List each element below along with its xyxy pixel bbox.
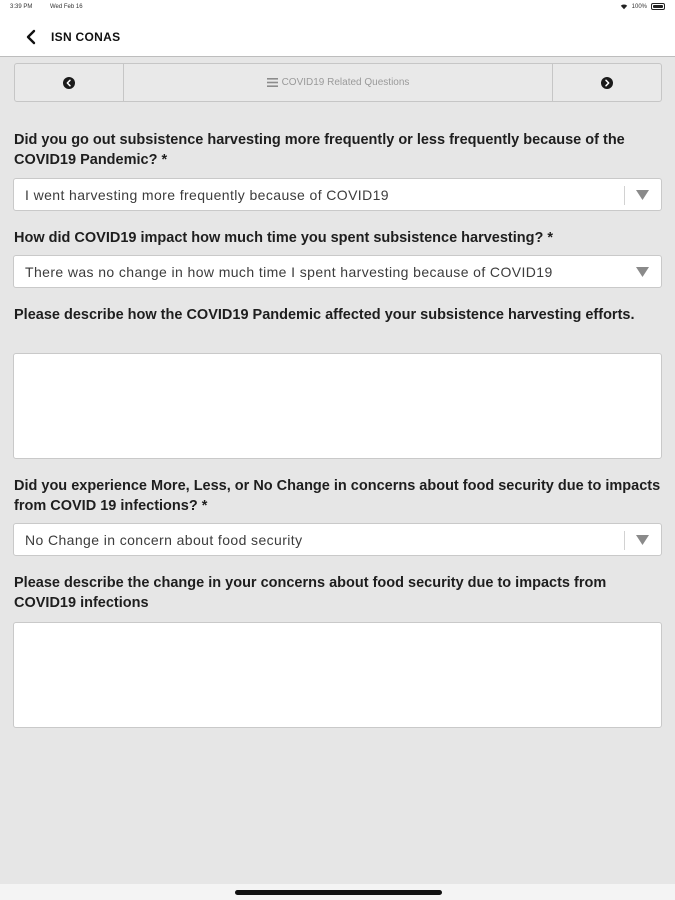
question-food-security-concern: Did you experience More, Less, or No Change in concerns about food security due to impacts from COVID 19 infections? *: [14, 478, 661, 514]
question-harvest-frequency: Did you go out subsistence harvesting more frequently or less frequently because of the COVID19 Pandemic? *: [14, 132, 625, 168]
food-security-concern-select[interactable]: [13, 523, 662, 556]
home-indicator[interactable]: [235, 890, 442, 895]
select-divider: [624, 186, 625, 205]
question-harvest-time: How did COVID19 impact how much time you spent subsistence harvesting? *: [14, 230, 554, 246]
dropdown-arrow-icon: [636, 534, 649, 546]
wifi-icon: [620, 3, 628, 10]
status-date: Wed Feb 16: [50, 4, 83, 10]
status-right: [620, 3, 665, 10]
harvest-effort-textarea[interactable]: [13, 353, 662, 459]
previous-section-button[interactable]: [15, 64, 123, 101]
question-food-security-description: Please describe the change in your concerns about food security due to impacts from COVID19 infections: [14, 575, 607, 611]
food-security-concern-value: No Change in concern about food security: [25, 532, 303, 548]
next-section-button[interactable]: [553, 64, 661, 101]
harvest-frequency-value: I went harvesting more frequently because of COVID19: [25, 187, 389, 203]
question-harvest-effort-description: Please describe how the COVID19 Pandemic affected your subsistence harvesting efforts.: [14, 307, 635, 323]
circle-arrow-right-icon: [601, 77, 613, 89]
nav-title: ISN CONAS: [51, 30, 121, 44]
navigation-bar: [0, 16, 675, 57]
select-divider: [624, 531, 625, 550]
dropdown-arrow-icon: [636, 189, 649, 201]
back-button[interactable]: [24, 27, 134, 47]
section-pager: [14, 63, 662, 102]
menu-icon: [267, 78, 278, 87]
harvest-frequency-select[interactable]: [13, 178, 662, 211]
harvest-time-value: There was no change in how much time I spent harvesting because of COVID19: [25, 264, 553, 280]
section-label: COVID19 Related Questions: [281, 77, 410, 88]
battery-percent: 100%: [631, 3, 647, 10]
circle-arrow-left-icon: [63, 77, 75, 89]
status-time: 3:39 PM: [10, 4, 33, 10]
battery-icon: [651, 3, 665, 10]
food-security-textarea[interactable]: [13, 622, 662, 728]
status-bar: [0, 0, 675, 16]
harvest-time-select[interactable]: [13, 255, 662, 288]
chevron-left-icon: [24, 29, 38, 45]
section-menu-button[interactable]: [123, 64, 553, 101]
dropdown-arrow-icon: [636, 266, 649, 278]
